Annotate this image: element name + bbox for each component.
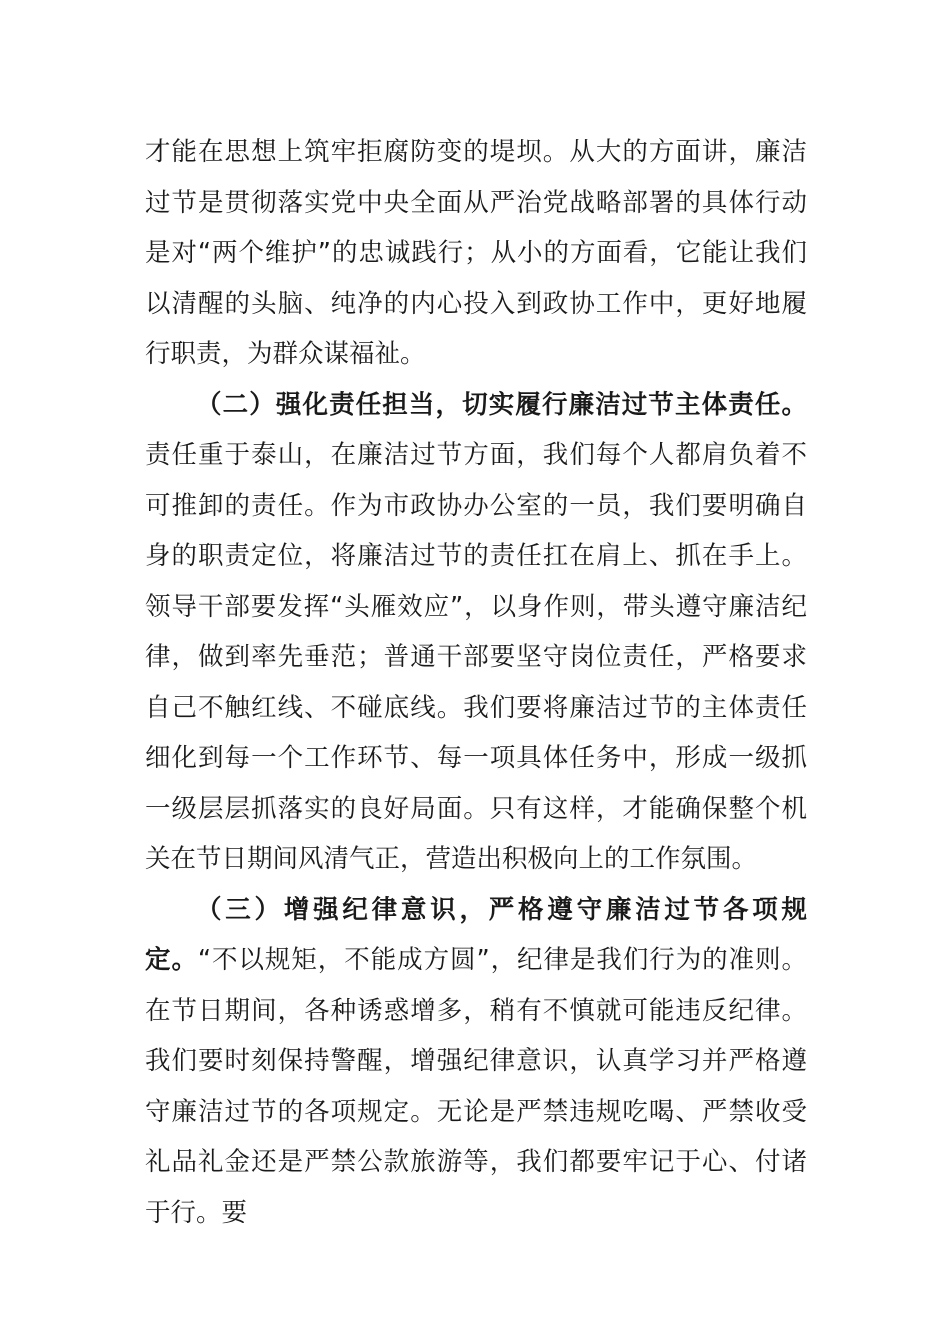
section-heading: （三）增强纪律意识，严格遵守廉洁过节各项规定。 — [145, 894, 807, 975]
paragraph-continuation — [145, 127, 807, 380]
paragraph-section-2 — [145, 380, 807, 885]
paragraph-section-3 — [145, 885, 807, 1239]
section-heading: （二）强化责任担当，切实履行廉洁过节主体责任。 — [196, 389, 807, 420]
paragraph-text: 责任重于泰山，在廉洁过节方面，我们每个人都肩负着不可推卸的责任。作为市政协办公室的一员，我们要明确自身的职责定位，将廉洁过节的责任扛在肩上、抓在手上。领导干部要发挥“头雁效应”，以身作则，带头遵守廉洁纪律，做到率先垂范；普通干部要坚守岗位责任，严格要求自己不触红线、不碰底线。我们要将廉洁过节的主体责任细化到每一个工作环节、每一项具体任务中，形成一级抓一级层层抓落实的良好局面。只有这样，才能确保整个机关在节日期间风清气正，营造出积极向上的工作氛围。 — [145, 440, 807, 874]
paragraph-text: “不以规矩，不能成方圆”，纪律是我们行为的准则。在节日期间，各种诱惑增多，稍有不慎就可能违反纪律。我们要时刻保持警醒，增强纪律意识，认真学习并严格遵守廉洁过节的各项规定。无论是严禁违规吃喝、严禁收受礼品礼金还是严禁公款旅游等，我们都要牢记于心、付诸于行。要 — [145, 945, 807, 1228]
document-page — [145, 127, 807, 1238]
paragraph-text: 才能在思想上筑牢拒腐防变的堤坝。从大的方面讲，廉洁过节是贯彻落实党中央全面从严治党战略部署的具体行动是对“两个维护”的忠诚践行；从小的方面看，它能让我们以清醒的头脑、纯净的内心投入到政协工作中，更好地履行职责，为群众谋福祉。 — [145, 137, 807, 369]
